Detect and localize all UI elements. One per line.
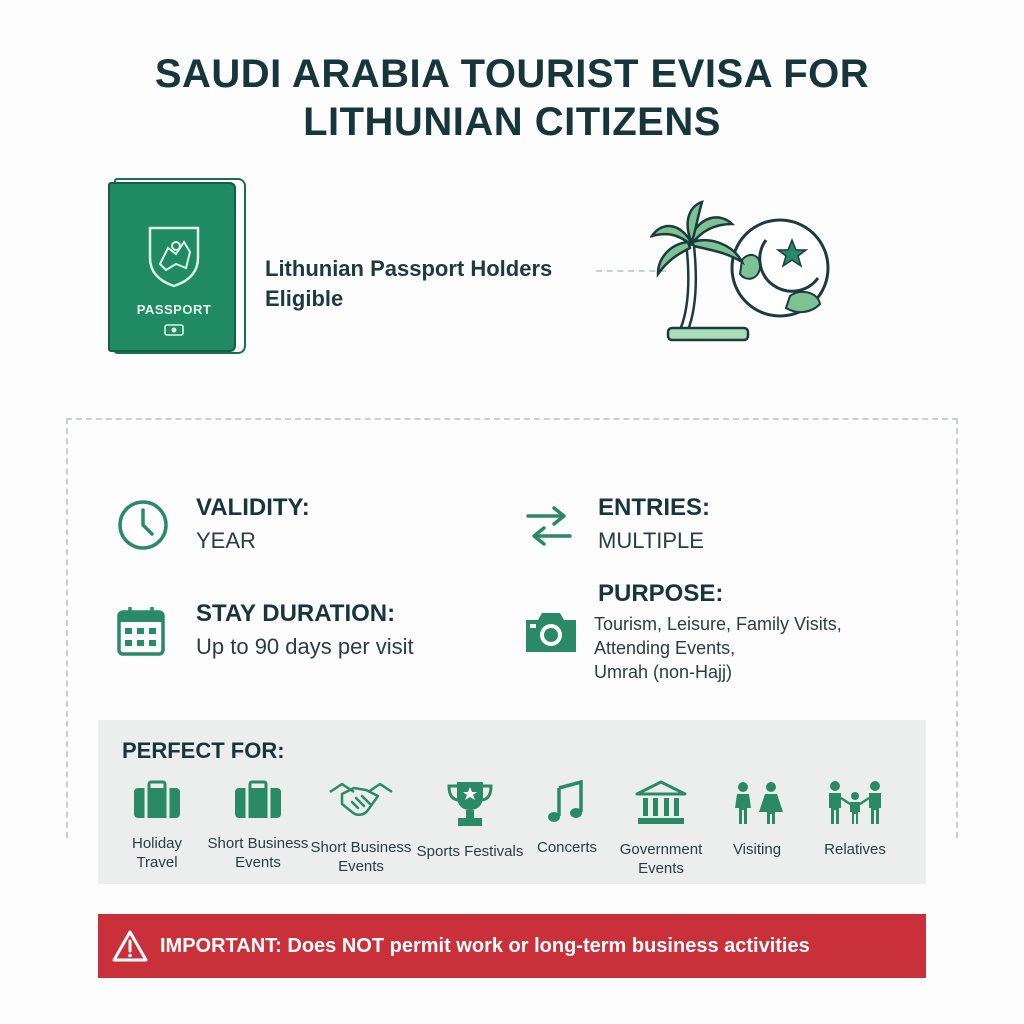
passport-cover (108, 182, 236, 352)
perfect-for-item-sports-festivals (415, 780, 525, 861)
perfect-for-label (306, 838, 416, 876)
perfect-for-label (203, 834, 313, 872)
perfect-for-label-line-1: Relatives (824, 841, 886, 858)
perfect-for-item-holiday-travel (102, 780, 212, 872)
clock-icon (116, 498, 170, 552)
stay-duration-label: STAY DURATION: (196, 600, 396, 627)
government-building-icon (635, 780, 687, 826)
trophy-icon (445, 780, 495, 828)
purpose-label: PURPOSE: (598, 580, 724, 607)
perfect-for-label (606, 840, 716, 878)
eligibility-line-2: Eligible (265, 286, 344, 311)
perfect-for-item-government-events (606, 780, 716, 878)
perfect-for-label-line-2: Travel (136, 854, 178, 871)
perfect-for-label-line-1: Sports Festivals (416, 843, 524, 860)
perfect-for-label-line-1: Government (619, 841, 703, 858)
perfect-for-item-business-handshake (306, 780, 416, 876)
perfect-for-title: PERFECT FOR: (122, 738, 285, 763)
perfect-for-label-line-2: Events (638, 860, 684, 877)
purpose-line-3: Umrah (non-Hajj) (594, 662, 733, 682)
page-title (60, 50, 964, 146)
handshake-icon (328, 780, 394, 824)
perfect-for-label-line-2: Events (235, 854, 281, 871)
warning-triangle-icon (112, 930, 148, 962)
perfect-for-item-relatives (800, 780, 910, 859)
title-line-2: LITHUNIAN CITIZENS (303, 100, 721, 144)
purpose-value (594, 612, 894, 684)
important-warning-banner (98, 914, 926, 978)
couple-icon (729, 780, 785, 826)
stay-duration-value: Up to 90 days per visit (196, 634, 414, 659)
entries-value: MULTIPLE (598, 528, 704, 553)
perfect-for-item-visiting (702, 780, 812, 859)
music-note-icon (547, 780, 587, 824)
validity-label: VALIDITY: (196, 494, 310, 521)
perfect-for-label-line-1: Short Business (310, 839, 412, 856)
perfect-for-label (102, 834, 212, 872)
eligibility-text (265, 254, 552, 314)
perfect-for-label-line-1: Short Business (207, 835, 309, 852)
perfect-for-item-short-business-events (203, 780, 313, 872)
passport-illustration (108, 178, 242, 352)
camera-icon (524, 610, 578, 654)
purpose-line-1: Tourism, Leisure, Family Visits, (594, 614, 842, 634)
eligibility-line-1: Lithunian Passport Holders (265, 256, 553, 281)
entries-label: ENTRIES: (598, 494, 711, 521)
suitcase-icon (233, 780, 283, 820)
family-icon (825, 780, 885, 826)
perfect-for-label-line-1: Holiday (131, 835, 183, 852)
perfect-for-label-line-1: Concerts (536, 839, 598, 856)
perfect-for-panel (98, 720, 926, 884)
title-line-1: SAUDI ARABIA TOURIST EVISA FOR (154, 52, 870, 96)
passport-label: PASSPORT (136, 302, 212, 317)
perfect-for-label-line-2: Events (338, 858, 384, 875)
biometric-chip-icon (164, 324, 184, 336)
perfect-for-label (800, 840, 910, 859)
perfect-for-label (702, 840, 812, 859)
coat-of-arms-icon (146, 224, 202, 288)
purpose-line-2: Attending Events, (594, 638, 736, 658)
suitcase-icon (132, 780, 182, 820)
warning-text: IMPORTANT: Does NOT permit work or long-term business activities (160, 934, 810, 957)
validity-value: YEAR (196, 528, 256, 553)
calendar-icon (116, 604, 166, 658)
palm-tree-globe-icon (650, 200, 840, 350)
perfect-for-label-line-1: Visiting (732, 841, 782, 858)
swap-arrows-icon (524, 500, 574, 550)
perfect-for-label (415, 842, 525, 861)
